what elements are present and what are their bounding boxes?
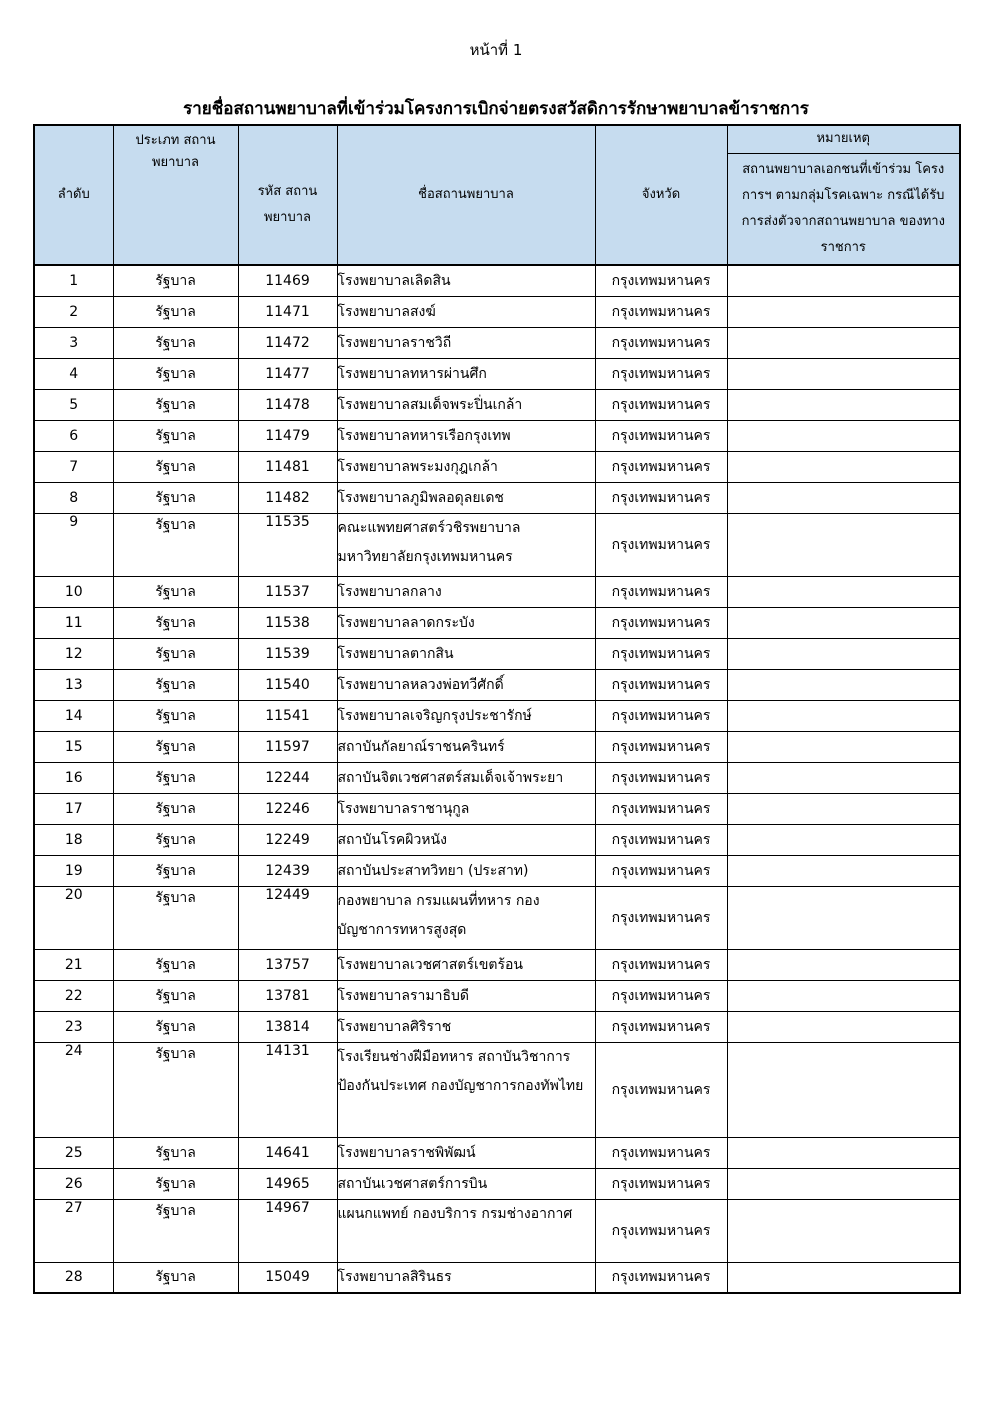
cell-remark	[727, 607, 960, 638]
cell-no: 5	[34, 389, 113, 420]
cell-name: โรงพยาบาลลาดกระบัง	[337, 607, 595, 638]
cell-no: 13	[34, 669, 113, 700]
table-row	[34, 513, 960, 576]
cell-code: 11479	[238, 420, 337, 451]
cell-name: โรงพยาบาลสมเด็จพระปิ่นเกล้า	[337, 389, 595, 420]
cell-remark	[727, 1011, 960, 1042]
cell-no: 3	[34, 327, 113, 358]
cell-name: โรงพยาบาลศิริราช	[337, 1011, 595, 1042]
cell-no: 20	[34, 886, 113, 949]
cell-code: 11472	[238, 327, 337, 358]
table-row	[34, 451, 960, 482]
document-title: รายชื่อสถานพยาบาลที่เข้าร่วมโครงการเบิกจ่ายตรงสวัสดิการรักษาพยาบาลข้าราชการ	[183, 99, 809, 119]
cell-name: สถาบันโรคผิวหนัง	[337, 824, 595, 855]
table-row	[34, 1137, 960, 1168]
cell-name: สถาบันกัลยาณ์ราชนครินทร์	[337, 731, 595, 762]
cell-remark	[727, 731, 960, 762]
cell-name: แผนกแพทย์ กองบริการ กรมช่างอากาศ	[337, 1199, 595, 1262]
cell-no: 17	[34, 793, 113, 824]
table-row	[34, 389, 960, 420]
cell-type: รัฐบาล	[113, 669, 238, 700]
cell-name: โรงพยาบาลราชพิพัฒน์	[337, 1137, 595, 1168]
cell-remark	[727, 824, 960, 855]
cell-code: 14965	[238, 1168, 337, 1199]
cell-name: โรงพยาบาลตากสิน	[337, 638, 595, 669]
table-row	[34, 1262, 960, 1293]
table-row	[34, 358, 960, 389]
cell-province: กรุงเทพมหานคร	[595, 265, 727, 296]
cell-remark	[727, 1262, 960, 1293]
cell-code: 11541	[238, 700, 337, 731]
cell-province: กรุงเทพมหานคร	[595, 576, 727, 607]
cell-type: รัฐบาล	[113, 886, 238, 949]
table-row	[34, 855, 960, 886]
cell-code: 11597	[238, 731, 337, 762]
cell-no: 2	[34, 296, 113, 327]
cell-remark	[727, 327, 960, 358]
cell-name: โรงพยาบาลหลวงพ่อทวีศักดิ์	[337, 669, 595, 700]
cell-code: 12246	[238, 793, 337, 824]
table-row	[34, 669, 960, 700]
cell-province: กรุงเทพมหานคร	[595, 1042, 727, 1137]
cell-province: กรุงเทพมหานคร	[595, 1168, 727, 1199]
cell-type: รัฐบาล	[113, 607, 238, 638]
cell-type: รัฐบาล	[113, 513, 238, 576]
cell-name: โรงพยาบาลพระมงกุฎเกล้า	[337, 451, 595, 482]
cell-no: 9	[34, 513, 113, 576]
cell-no: 23	[34, 1011, 113, 1042]
cell-code: 11535	[238, 513, 337, 576]
page-number: หน้าที่ 1	[469, 41, 523, 59]
cell-type: รัฐบาล	[113, 1199, 238, 1262]
cell-code: 14967	[238, 1199, 337, 1262]
cell-code: 13814	[238, 1011, 337, 1042]
table-body	[34, 265, 960, 1293]
cell-remark	[727, 1168, 960, 1199]
cell-name: โรงพยาบาลภูมิพลอดุลยเดช	[337, 482, 595, 513]
table-row	[34, 949, 960, 980]
cell-code: 13757	[238, 949, 337, 980]
table-row	[34, 1168, 960, 1199]
cell-type: รัฐบาล	[113, 731, 238, 762]
table-row	[34, 1011, 960, 1042]
table-header	[34, 125, 960, 265]
cell-code: 11469	[238, 265, 337, 296]
cell-no: 28	[34, 1262, 113, 1293]
hospital-table	[33, 124, 961, 1294]
cell-name: โรงพยาบาลเลิดสิน	[337, 265, 595, 296]
table-row	[34, 296, 960, 327]
table-row	[34, 420, 960, 451]
cell-name: โรงพยาบาลสงฆ์	[337, 296, 595, 327]
table-row	[34, 265, 960, 296]
cell-code: 11481	[238, 451, 337, 482]
cell-province: กรุงเทพมหานคร	[595, 420, 727, 451]
cell-no: 25	[34, 1137, 113, 1168]
cell-no: 10	[34, 576, 113, 607]
cell-type: รัฐบาล	[113, 1137, 238, 1168]
cell-remark	[727, 638, 960, 669]
header-type	[113, 125, 238, 265]
cell-name: โรงพยาบาลราชวิถี	[337, 327, 595, 358]
header-province: จังหวัด	[595, 125, 727, 265]
cell-code: 13781	[238, 980, 337, 1011]
header-no: ลำดับ	[34, 125, 113, 265]
table-row	[34, 793, 960, 824]
cell-code: 15049	[238, 1262, 337, 1293]
cell-remark	[727, 265, 960, 296]
table-row	[34, 576, 960, 607]
table-row	[34, 638, 960, 669]
cell-name: โรงพยาบาลรามาธิบดี	[337, 980, 595, 1011]
cell-no: 1	[34, 265, 113, 296]
cell-type: รัฐบาล	[113, 327, 238, 358]
table-row	[34, 762, 960, 793]
cell-remark	[727, 793, 960, 824]
cell-name: โรงพยาบาลสิรินธร	[337, 1262, 595, 1293]
cell-code: 11540	[238, 669, 337, 700]
cell-province: กรุงเทพมหานคร	[595, 1262, 727, 1293]
cell-province: กรุงเทพมหานคร	[595, 327, 727, 358]
cell-type: รัฐบาล	[113, 265, 238, 296]
cell-type: รัฐบาล	[113, 482, 238, 513]
cell-code: 12244	[238, 762, 337, 793]
header-type-text: ประเภท สถานพยาบาล	[135, 133, 216, 170]
cell-no: 19	[34, 855, 113, 886]
cell-province: กรุงเทพมหานคร	[595, 451, 727, 482]
header-remark-sub	[727, 153, 960, 265]
cell-province: กรุงเทพมหานคร	[595, 296, 727, 327]
cell-remark	[727, 420, 960, 451]
cell-no: 4	[34, 358, 113, 389]
cell-no: 22	[34, 980, 113, 1011]
cell-name: สถาบันประสาทวิทยา (ประสาท)	[337, 855, 595, 886]
cell-remark	[727, 482, 960, 513]
cell-remark	[727, 296, 960, 327]
cell-province: กรุงเทพมหานคร	[595, 886, 727, 949]
cell-type: รัฐบาล	[113, 1011, 238, 1042]
cell-province: กรุงเทพมหานคร	[595, 669, 727, 700]
cell-code: 11482	[238, 482, 337, 513]
table-row	[34, 886, 960, 949]
cell-type: รัฐบาล	[113, 793, 238, 824]
cell-code: 14641	[238, 1137, 337, 1168]
cell-no: 8	[34, 482, 113, 513]
cell-remark	[727, 762, 960, 793]
cell-remark	[727, 358, 960, 389]
cell-type: รัฐบาล	[113, 1168, 238, 1199]
cell-province: กรุงเทพมหานคร	[595, 1199, 727, 1262]
cell-type: รัฐบาล	[113, 855, 238, 886]
cell-type: รัฐบาล	[113, 389, 238, 420]
cell-type: รัฐบาล	[113, 638, 238, 669]
cell-code: 14131	[238, 1042, 337, 1137]
cell-remark	[727, 389, 960, 420]
cell-no: 16	[34, 762, 113, 793]
cell-province: กรุงเทพมหานคร	[595, 638, 727, 669]
table-row	[34, 824, 960, 855]
cell-province: กรุงเทพมหานคร	[595, 513, 727, 576]
cell-code: 12439	[238, 855, 337, 886]
cell-remark	[727, 855, 960, 886]
cell-name: โรงพยาบาลทหารเรือกรุงเทพ	[337, 420, 595, 451]
cell-code: 12249	[238, 824, 337, 855]
cell-remark	[727, 669, 960, 700]
cell-code: 12449	[238, 886, 337, 949]
cell-name: โรงพยาบาลราชานุกูล	[337, 793, 595, 824]
cell-no: 6	[34, 420, 113, 451]
cell-province: กรุงเทพมหานคร	[595, 793, 727, 824]
cell-remark	[727, 980, 960, 1011]
cell-name: โรงพยาบาลเจริญกรุงประชารักษ์	[337, 700, 595, 731]
cell-province: กรุงเทพมหานคร	[595, 700, 727, 731]
cell-code: 11539	[238, 638, 337, 669]
cell-code: 11471	[238, 296, 337, 327]
header-name: ชื่อสถานพยาบาล	[337, 125, 595, 265]
cell-code: 11478	[238, 389, 337, 420]
table-row	[34, 700, 960, 731]
cell-name: โรงพยาบาลกลาง	[337, 576, 595, 607]
cell-no: 11	[34, 607, 113, 638]
cell-type: รัฐบาล	[113, 949, 238, 980]
cell-remark	[727, 1137, 960, 1168]
cell-province: กรุงเทพมหานคร	[595, 824, 727, 855]
cell-name: โรงพยาบาลเวชศาสตร์เขตร้อน	[337, 949, 595, 980]
cell-province: กรุงเทพมหานคร	[595, 389, 727, 420]
cell-province: กรุงเทพมหานคร	[595, 482, 727, 513]
cell-province: กรุงเทพมหานคร	[595, 980, 727, 1011]
table-row	[34, 1199, 960, 1262]
cell-no: 26	[34, 1168, 113, 1199]
cell-province: กรุงเทพมหานคร	[595, 731, 727, 762]
cell-no: 12	[34, 638, 113, 669]
table-row	[34, 1042, 960, 1137]
cell-remark	[727, 949, 960, 980]
cell-type: รัฐบาล	[113, 576, 238, 607]
cell-province: กรุงเทพมหานคร	[595, 607, 727, 638]
cell-type: รัฐบาล	[113, 700, 238, 731]
cell-name: โรงพยาบาลทหารผ่านศึก	[337, 358, 595, 389]
cell-remark	[727, 451, 960, 482]
cell-type: รัฐบาล	[113, 420, 238, 451]
cell-no: 14	[34, 700, 113, 731]
cell-code: 11537	[238, 576, 337, 607]
cell-province: กรุงเทพมหานคร	[595, 949, 727, 980]
cell-no: 27	[34, 1199, 113, 1262]
cell-name: โรงเรียนช่างฝีมือทหาร สถาบันวิชาการป้องกันประเทศ กองบัญชาการกองทัพไทย	[337, 1042, 595, 1137]
cell-no: 21	[34, 949, 113, 980]
cell-remark	[727, 1199, 960, 1262]
cell-province: กรุงเทพมหานคร	[595, 1011, 727, 1042]
header-code-text: รหัส สถานพยาบาล	[257, 184, 318, 225]
cell-remark	[727, 576, 960, 607]
cell-province: กรุงเทพมหานคร	[595, 855, 727, 886]
cell-no: 18	[34, 824, 113, 855]
cell-type: รัฐบาล	[113, 1042, 238, 1137]
cell-code: 11477	[238, 358, 337, 389]
cell-type: รัฐบาล	[113, 1262, 238, 1293]
header-code	[238, 125, 337, 265]
table-row	[34, 980, 960, 1011]
cell-name: คณะแพทยศาสตร์วชิรพยาบาล มหาวิทยาลัยกรุงเทพมหานคร	[337, 513, 595, 576]
cell-type: รัฐบาล	[113, 762, 238, 793]
cell-remark	[727, 886, 960, 949]
cell-type: รัฐบาล	[113, 451, 238, 482]
cell-province: กรุงเทพมหานคร	[595, 358, 727, 389]
cell-no: 7	[34, 451, 113, 482]
cell-province: กรุงเทพมหานคร	[595, 762, 727, 793]
cell-name: สถาบันเวชศาสตร์การบิน	[337, 1168, 595, 1199]
cell-no: 15	[34, 731, 113, 762]
cell-code: 11538	[238, 607, 337, 638]
table-row	[34, 731, 960, 762]
cell-type: รัฐบาล	[113, 358, 238, 389]
cell-remark	[727, 1042, 960, 1137]
cell-type: รัฐบาล	[113, 824, 238, 855]
cell-type: รัฐบาล	[113, 296, 238, 327]
header-remark: หมายเหตุ	[727, 125, 960, 153]
table-row	[34, 327, 960, 358]
cell-remark	[727, 700, 960, 731]
header-remark-sub-text: สถานพยาบาลเอกชนที่เข้าร่วม โครงการฯ ตามกลุ่มโรคเฉพาะ กรณีได้รับการส่งตัวจากสถานพยาบาล ของทางราชการ	[741, 161, 945, 255]
table-row	[34, 482, 960, 513]
cell-province: กรุงเทพมหานคร	[595, 1137, 727, 1168]
cell-remark	[727, 513, 960, 576]
cell-name: สถาบันจิตเวชศาสตร์สมเด็จเจ้าพระยา	[337, 762, 595, 793]
cell-no: 24	[34, 1042, 113, 1137]
table-row	[34, 607, 960, 638]
cell-name: กองพยาบาล กรมแผนที่ทหาร กองบัญชาการทหารสูงสุด	[337, 886, 595, 949]
cell-type: รัฐบาล	[113, 980, 238, 1011]
